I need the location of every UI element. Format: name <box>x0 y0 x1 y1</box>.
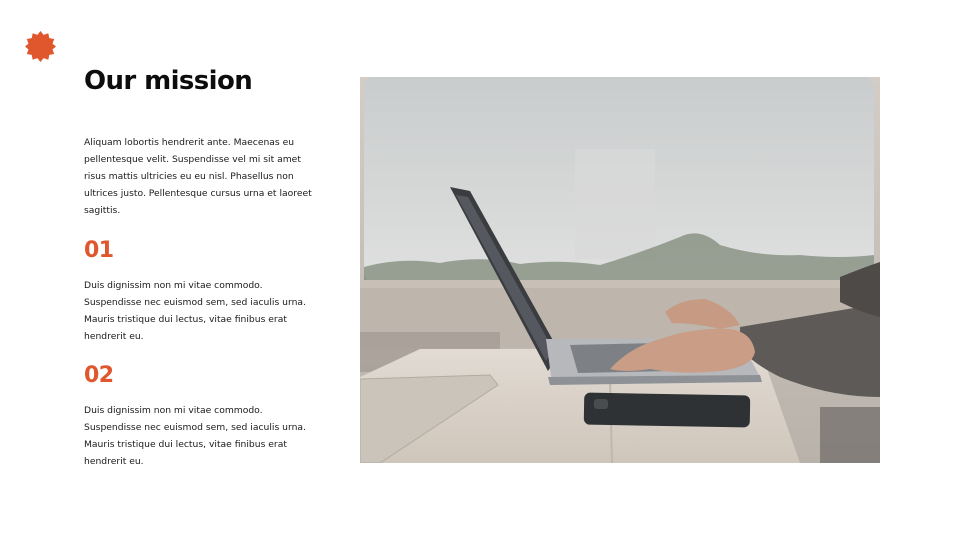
point-number-01: 01 <box>84 238 114 263</box>
intro-paragraph: Aliquam lobortis hendrerit ante. Maecenas eu pellentesque velit. Suspendisse vel mi sit amet risus mattis ultricies eu eu nisl. Phasellus non ultrices justo. Pellentesque cursus urna et laoreet sagittis. <box>84 137 312 216</box>
point-number-02: 02 <box>84 363 114 388</box>
starburst-badge-icon <box>24 30 57 63</box>
point-text-01: Duis dignissim non mi vitae commodo. Suspendisse nec euismod sem, sed iaculis urna. Mauris tristique dui lectus, vitae finibus erat hendrerit eu. <box>84 280 306 342</box>
page-title: Our mission <box>84 66 253 96</box>
laptop-photo <box>360 77 880 463</box>
point-text-02: Duis dignissim non mi vitae commodo. Suspendisse nec euismod sem, sed iaculis urna. Mauris tristique dui lectus, vitae finibus erat hendrerit eu. <box>84 405 306 467</box>
